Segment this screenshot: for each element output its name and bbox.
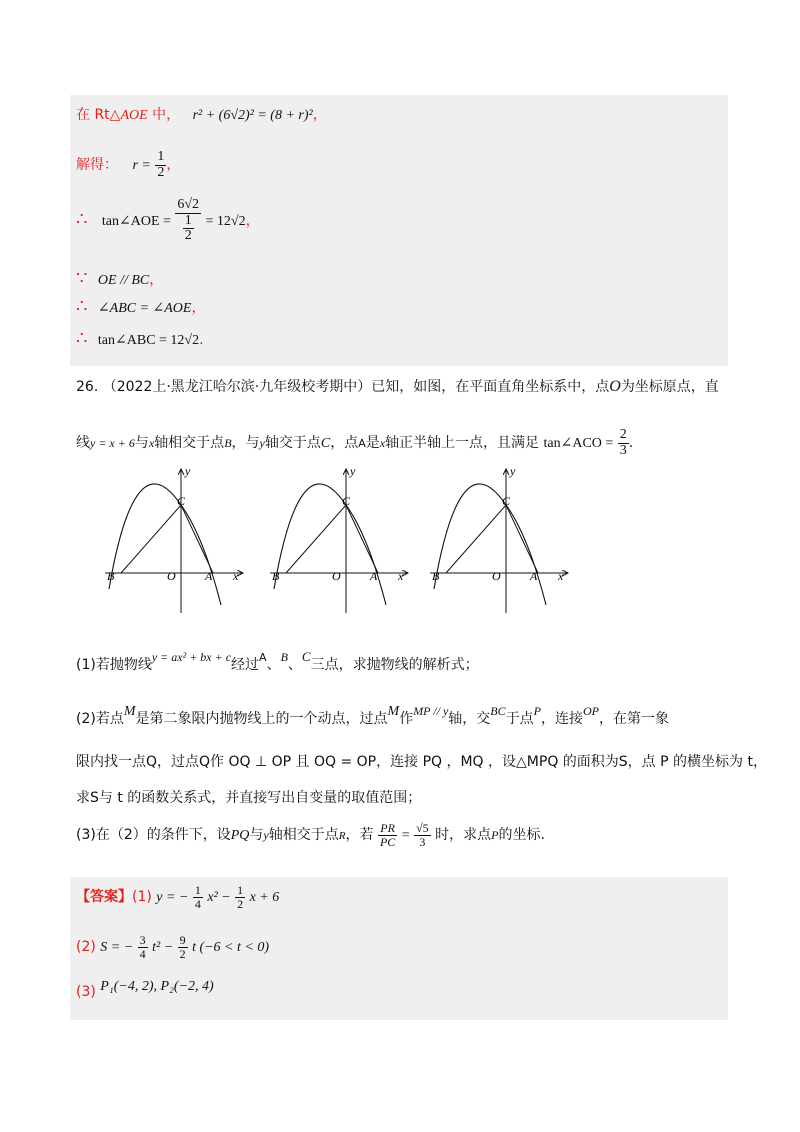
parabola-figures <box>95 465 575 615</box>
fraction: $\frac{1}{4}$ <box>194 883 201 911</box>
o-label: O <box>492 569 501 583</box>
question-line-2: 线y = x + 6与x轴相交于点B，与y轴交于点C，点A是x轴正半轴上一点，且满足 tan∠ACO = $\frac{2}{3}$ . <box>76 427 634 458</box>
graph-2 <box>270 465 408 613</box>
x-label: x <box>558 569 564 583</box>
fraction: $\frac{3}{4}$ <box>139 933 146 961</box>
graph-3 <box>430 465 568 613</box>
solution-line-4: ∵ OE // BC， <box>76 268 164 289</box>
fraction: $\frac{√5}{3}$ <box>416 821 429 849</box>
solution-line-2: 解得： r = $\frac{1}{2}$ ， <box>76 149 181 180</box>
b-label: B <box>107 569 115 583</box>
parabola-curve <box>274 484 386 605</box>
line-bc <box>446 505 506 573</box>
part-2-line-3: 求S与 t 的函数关系式，并直接写出自变量的取值范围； <box>76 790 422 806</box>
therefore-icon: ∴ <box>76 209 88 231</box>
c-label: C <box>342 494 351 508</box>
b-label: B <box>272 569 280 583</box>
solution-line-1: 在 Rt△AOE 中， r² + (6√2)² = (8 + r)²， <box>76 107 327 123</box>
question-line-1: 26. （2022上·黑龙江哈尔滨·九年级校考期中）已知，如图，在平面直角坐标系中，点O为坐标原点，直 <box>76 378 719 395</box>
o-label: O <box>167 569 176 583</box>
solution-line-6: ∴ tan∠ABC = 12√2. <box>76 328 204 349</box>
answer-line-1: 【答案】(1) y = − $\frac{1}{4}$ x² − $\frac{1}{2}$ x + 6 <box>76 883 280 911</box>
y-label: y <box>510 465 516 478</box>
part-1: (1)若抛物线y = ax² + bx + c经过$^A$、B、C三点，求抛物线的解析式； <box>76 649 479 673</box>
therefore-icon: ∴ <box>76 296 88 317</box>
fraction: $\frac{1}{2}$ <box>237 883 244 911</box>
therefore-icon: ∴ <box>76 328 88 349</box>
b-label: B <box>432 569 440 583</box>
a-label: A <box>205 569 213 583</box>
c-label: C <box>502 494 511 508</box>
part-3: (3)在（2）的条件下，设PQ与y轴相交于点R，若 $\frac{PR}{PC}$ = $\frac{√5}{3}$ 时，求点P的坐标. <box>76 821 545 849</box>
o-label: O <box>332 569 341 583</box>
line-bc <box>286 505 346 573</box>
a-label: A <box>530 569 538 583</box>
graph-1 <box>105 465 243 613</box>
fraction: $\frac{2}{3}$ <box>619 427 627 458</box>
x-label: x <box>398 569 404 583</box>
line-ac <box>181 505 213 573</box>
part-2-line-2: 限内找一点Q，过点Q作 OQ ⊥ OP 且 OQ = OP，连接 PQ ，MQ ，设△MPQ 的面积为S，点 P 的横坐标为 t， <box>76 754 767 770</box>
line-bc <box>121 505 181 573</box>
x-label: x <box>233 569 239 583</box>
solution-line-5: ∴ ∠ABC = ∠AOE， <box>76 296 206 317</box>
answer-line-3: (3) P₁(−4, 2), P₂(−2, 4) <box>76 979 214 1000</box>
line-ac <box>346 505 378 573</box>
y-label: y <box>185 465 191 478</box>
fraction: $\frac{9}{2}$ <box>179 933 186 961</box>
a-label: A <box>370 569 378 583</box>
solution-line-3: ∴ tan∠AOE = $\frac{6√2}{\frac{1}{2}}$ = 12√2， <box>76 197 260 244</box>
answer-label: 【答案】 <box>76 889 132 906</box>
parabola-curve <box>109 484 221 605</box>
fraction: $\frac{PR}{PC}$ <box>379 821 396 849</box>
line-ac <box>506 505 538 573</box>
answer-line-2: (2) S = − $\frac{3}{4}$ t² − $\frac{9}{2}$ t (−6 < t < 0) <box>76 933 270 961</box>
parabola-curve <box>434 484 546 605</box>
because-icon: ∵ <box>76 268 88 289</box>
question-number: 26. <box>76 379 99 395</box>
fraction: $\frac{6√2}{\frac{1}{2}}$ <box>177 197 200 244</box>
part-2-line-1: (2)若点M是第二象限内抛物线上的一个动点，过点M作MP // y轴，交BC于点P，连接OP，在第一象 <box>76 704 669 727</box>
y-label: y <box>350 465 356 478</box>
c-label: C <box>177 494 186 508</box>
fraction: $\frac{1}{2}$ <box>157 149 165 180</box>
